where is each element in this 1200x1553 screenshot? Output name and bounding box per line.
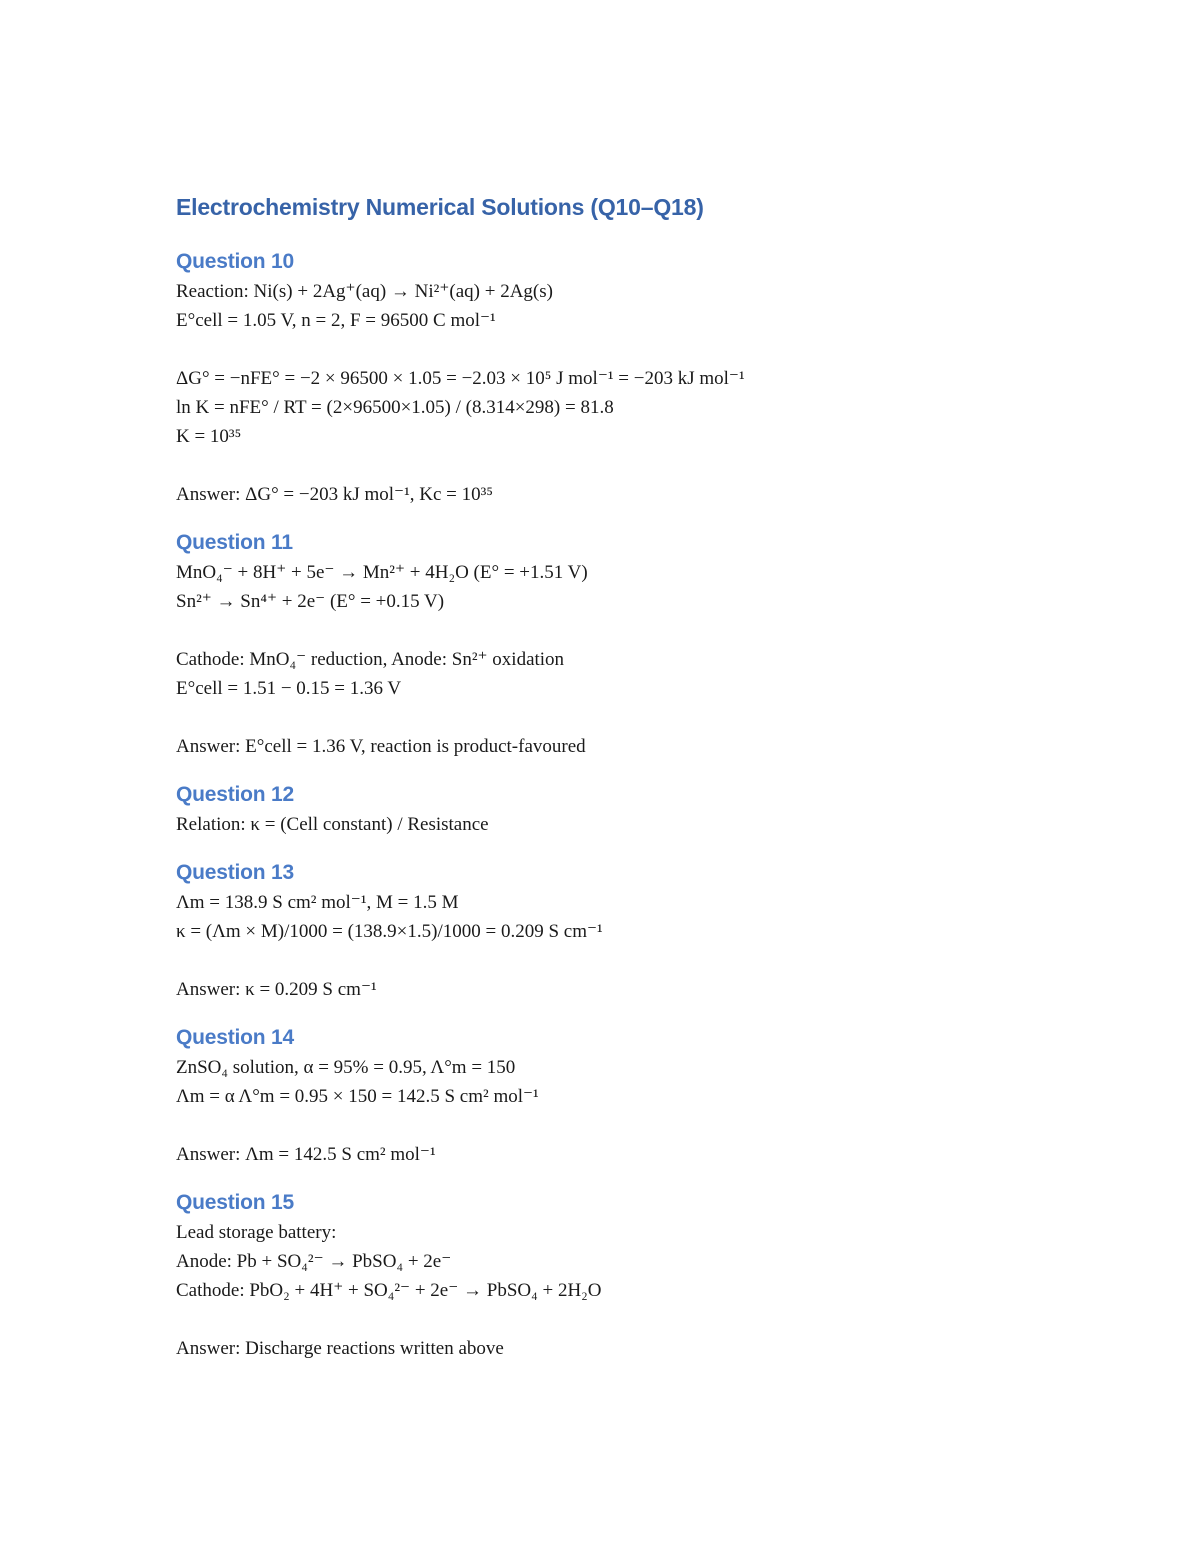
answer-line: Answer: Discharge reactions written above	[176, 1338, 504, 1359]
text-line: E°cell = 1.05 V, n = 2, F = 96500 C mol⁻¹	[176, 310, 496, 331]
section-spacer	[176, 1169, 1076, 1187]
question-section	[176, 857, 1076, 1022]
text-line: Sn²⁺ → Sn⁴⁺ + 2e⁻ (E° = +0.15 V)	[176, 591, 445, 612]
text-line: Lead storage battery:	[176, 1222, 337, 1243]
blank-line	[176, 335, 1076, 364]
spacer	[176, 224, 1076, 246]
question-section	[176, 779, 1076, 857]
blank-line	[176, 703, 1076, 732]
sections-container	[176, 246, 1076, 1363]
question-section	[176, 1022, 1076, 1187]
section-spacer	[176, 509, 1076, 527]
blank-line	[176, 451, 1076, 480]
blank-line	[176, 1111, 1076, 1140]
section-spacer	[176, 761, 1076, 779]
document-page	[176, 190, 1076, 1363]
text-line: Cathode: PbO₂ + 4H⁺ + SO₄²⁻ + 2e⁻ → PbSO₄ + 2H₂O	[176, 1280, 602, 1301]
question-heading: Question 14	[176, 1026, 294, 1049]
section-spacer	[176, 839, 1076, 857]
text-line: Λm = α Λ°m = 0.95 × 150 = 142.5 S cm² mol⁻¹	[176, 1086, 539, 1107]
text-line: Relation: κ = (Cell constant) / Resistance	[176, 814, 489, 835]
document-title: Electrochemistry Numerical Solutions (Q10–Q18)	[176, 194, 704, 220]
text-line: Cathode: MnO₄⁻ reduction, Anode: Sn²⁺ oxidation	[176, 649, 565, 670]
answer-line: Answer: κ = 0.209 S cm⁻¹	[176, 979, 377, 1000]
question-heading: Question 10	[176, 250, 294, 273]
text-line: κ = (Λm × M)/1000 = (138.9×1.5)/1000 = 0.209 S cm⁻¹	[176, 921, 603, 942]
answer-line: Answer: E°cell = 1.36 V, reaction is product-favoured	[176, 736, 586, 757]
blank-line	[176, 616, 1076, 645]
text-line: Anode: Pb + SO₄²⁻ → PbSO₄ + 2e⁻	[176, 1251, 452, 1272]
text-line: Reaction: Ni(s) + 2Ag⁺(aq) → Ni²⁺(aq) + 2Ag(s)	[176, 281, 553, 302]
text-line: ln K = nFE° / RT = (2×96500×1.05) / (8.314×298) = 81.8	[176, 397, 614, 418]
text-line: ZnSO₄ solution, α = 95% = 0.95, Λ°m = 150	[176, 1057, 516, 1078]
text-line: ΔG° = −nFE° = −2 × 96500 × 1.05 = −2.03 × 10⁵ J mol⁻¹ = −203 kJ mol⁻¹	[176, 368, 745, 389]
section-spacer	[176, 1004, 1076, 1022]
question-heading: Question 15	[176, 1191, 294, 1214]
question-section	[176, 1187, 1076, 1363]
question-heading: Question 12	[176, 783, 294, 806]
text-line: MnO₄⁻ + 8H⁺ + 5e⁻ → Mn²⁺ + 4H₂O (E° = +1.51 V)	[176, 562, 588, 583]
question-section	[176, 527, 1076, 779]
question-heading: Question 11	[176, 531, 293, 554]
text-line: K = 10³⁵	[176, 426, 242, 447]
blank-line	[176, 1305, 1076, 1334]
question-heading: Question 13	[176, 861, 294, 884]
answer-line: Answer: ΔG° = −203 kJ mol⁻¹, Kc = 10³⁵	[176, 484, 493, 505]
answer-line: Answer: Λm = 142.5 S cm² mol⁻¹	[176, 1144, 436, 1165]
question-section	[176, 246, 1076, 527]
text-line: Λm = 138.9 S cm² mol⁻¹, M = 1.5 M	[176, 892, 459, 913]
text-line: E°cell = 1.51 − 0.15 = 1.36 V	[176, 678, 402, 699]
blank-line	[176, 946, 1076, 975]
